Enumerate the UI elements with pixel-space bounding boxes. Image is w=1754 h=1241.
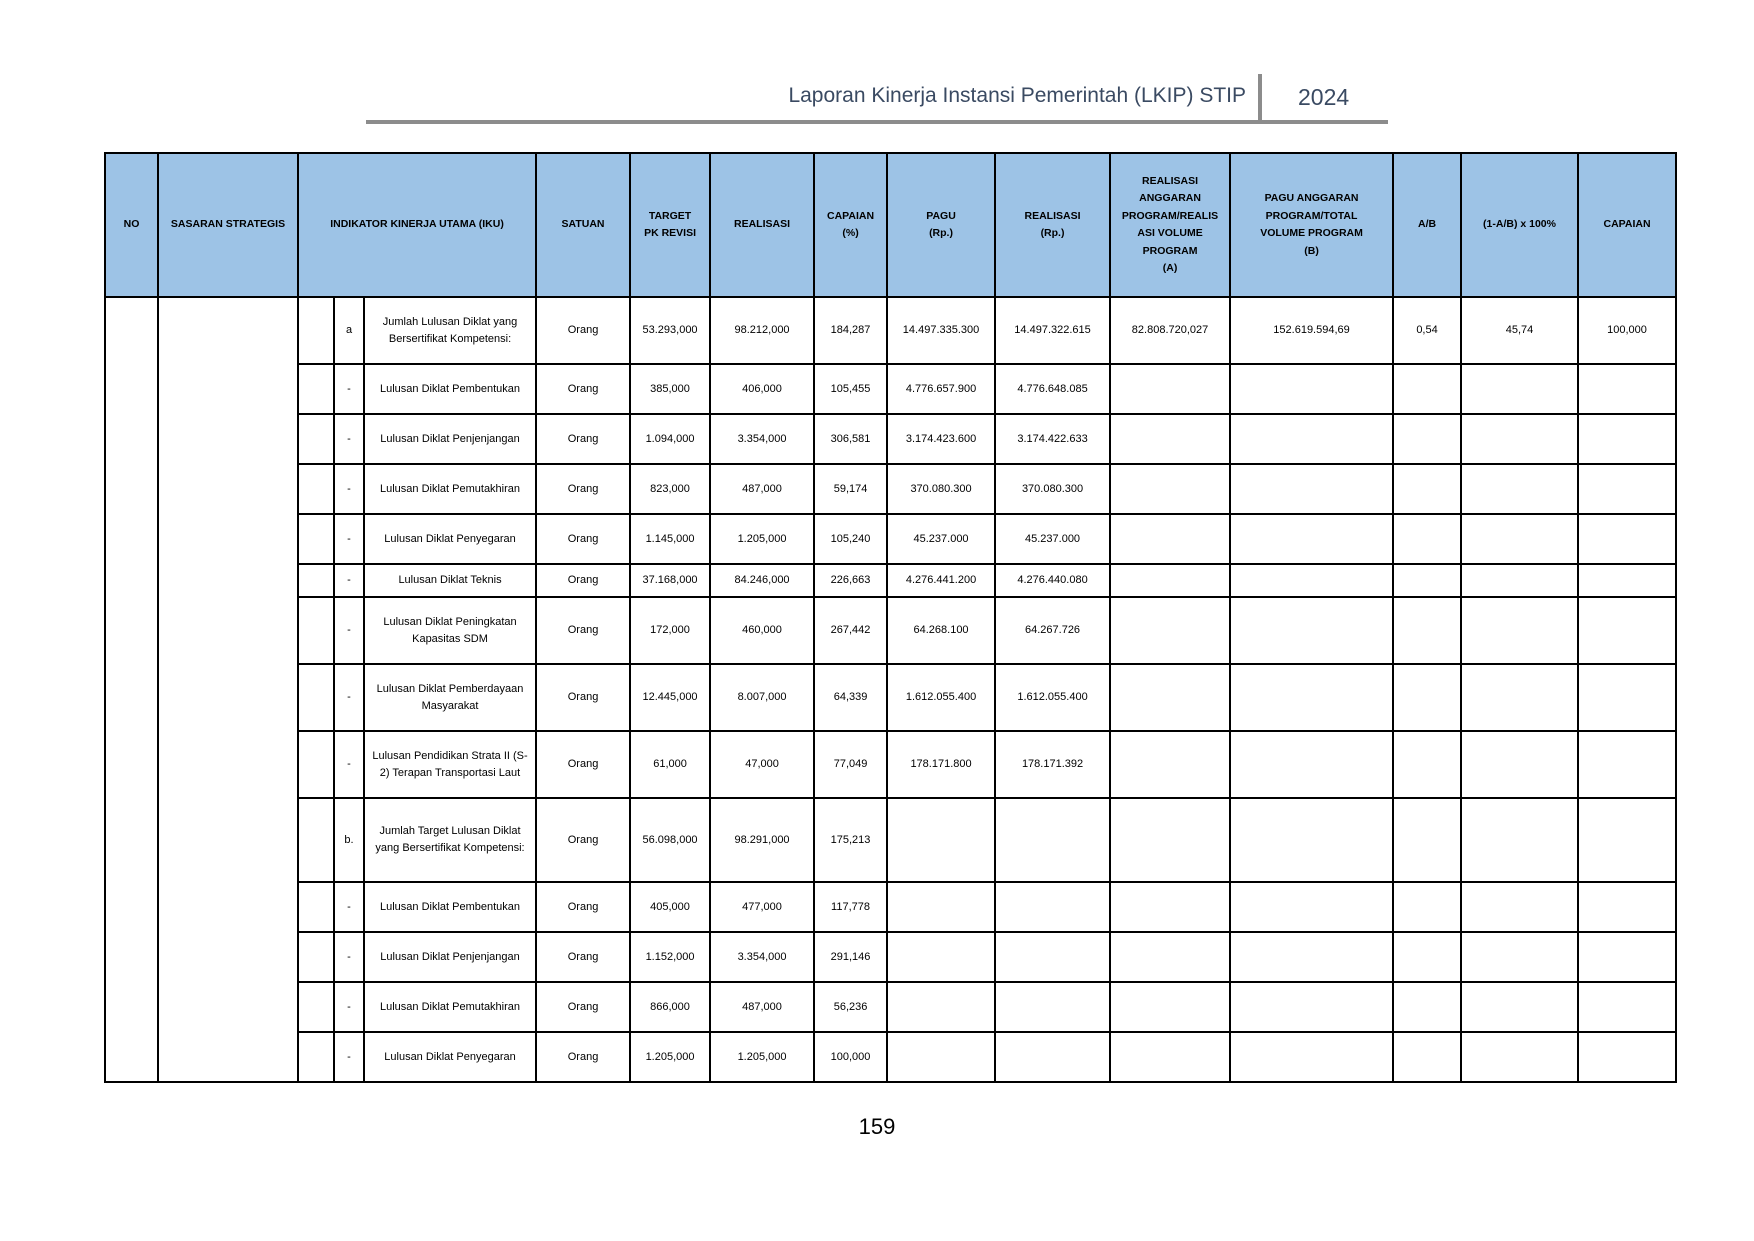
col-no: NO (105, 153, 158, 297)
cell-realisasi-rp: 370.080.300 (995, 464, 1110, 514)
cell-satuan: Orang (536, 882, 630, 932)
cell-satuan: Orang (536, 464, 630, 514)
indent-cell (298, 932, 334, 982)
cell-capaian-pct: 105,240 (814, 514, 887, 564)
cell-capaian (1578, 414, 1676, 464)
cell-satuan: Orang (536, 731, 630, 798)
cell-realisasi-anggaran (1110, 564, 1230, 597)
cell-target: 53.293,000 (630, 297, 710, 364)
col-iku: INDIKATOR KINERJA UTAMA (IKU) (298, 153, 536, 297)
cell-capaian-pct: 105,455 (814, 364, 887, 414)
row-marker: - (334, 664, 364, 731)
indicator-label: Lulusan Diklat Pembentukan (364, 364, 536, 414)
cell-capaian-pct: 184,287 (814, 297, 887, 364)
cell-no (105, 297, 158, 1082)
indicator-label: Lulusan Diklat Pemberdayaan Masyarakat (364, 664, 536, 731)
cell-pagu (887, 932, 995, 982)
cell-realisasi-anggaran (1110, 664, 1230, 731)
row-marker: - (334, 982, 364, 1032)
table-row (105, 798, 1676, 882)
table-row (105, 982, 1676, 1032)
row-marker: - (334, 364, 364, 414)
cell-satuan: Orang (536, 597, 630, 664)
cell-capaian (1578, 982, 1676, 1032)
row-marker: a (334, 297, 364, 364)
cell-pagu: 370.080.300 (887, 464, 995, 514)
indicator-label: Lulusan Diklat Penyegaran (364, 1032, 536, 1082)
cell-capaian (1578, 464, 1676, 514)
cell-pagu-anggaran (1230, 597, 1393, 664)
indicator-label: Lulusan Pendidikan Strata II (S-2) Terapan Transportasi Laut (364, 731, 536, 798)
cell-realisasi-rp: 3.174.422.633 (995, 414, 1110, 464)
cell-target: 1.152,000 (630, 932, 710, 982)
table-row (105, 297, 1676, 364)
col-formula: (1-A/B) x 100% (1461, 153, 1578, 297)
cell-realisasi-anggaran (1110, 731, 1230, 798)
row-marker: b. (334, 798, 364, 882)
cell-satuan: Orang (536, 414, 630, 464)
cell-realisasi-rp: 64.267.726 (995, 597, 1110, 664)
cell-pagu: 1.612.055.400 (887, 664, 995, 731)
cell-ab (1393, 664, 1461, 731)
cell-pagu-anggaran (1230, 514, 1393, 564)
col-pagu: PAGU (Rp.) (887, 153, 995, 297)
cell-target: 866,000 (630, 982, 710, 1032)
row-marker: - (334, 1032, 364, 1082)
cell-realisasi-rp: 14.497.322.615 (995, 297, 1110, 364)
cell-pagu: 4.776.657.900 (887, 364, 995, 414)
cell-realisasi: 98.291,000 (710, 798, 814, 882)
cell-realisasi: 3.354,000 (710, 932, 814, 982)
row-marker: - (334, 464, 364, 514)
cell-formula (1461, 364, 1578, 414)
cell-ab (1393, 597, 1461, 664)
cell-target: 12.445,000 (630, 664, 710, 731)
col-ab: A/B (1393, 153, 1461, 297)
cell-pagu-anggaran (1230, 982, 1393, 1032)
cell-ab (1393, 932, 1461, 982)
cell-satuan: Orang (536, 932, 630, 982)
cell-capaian-pct: 59,174 (814, 464, 887, 514)
cell-capaian (1578, 564, 1676, 597)
cell-formula (1461, 514, 1578, 564)
cell-capaian (1578, 514, 1676, 564)
cell-capaian (1578, 798, 1676, 882)
indent-cell (298, 414, 334, 464)
cell-realisasi-rp: 1.612.055.400 (995, 664, 1110, 731)
cell-realisasi-anggaran (1110, 597, 1230, 664)
cell-realisasi: 98.212,000 (710, 297, 814, 364)
indicator-label: Jumlah Target Lulusan Diklat yang Bersertifikat Kompetensi: (364, 798, 536, 882)
cell-capaian-pct: 100,000 (814, 1032, 887, 1082)
cell-pagu-anggaran (1230, 414, 1393, 464)
cell-satuan: Orang (536, 1032, 630, 1082)
cell-pagu-anggaran (1230, 1032, 1393, 1082)
cell-satuan: Orang (536, 364, 630, 414)
cell-target: 61,000 (630, 731, 710, 798)
indent-cell (298, 514, 334, 564)
indicator-label: Lulusan Diklat Pemutakhiran (364, 464, 536, 514)
cell-realisasi-rp: 178.171.392 (995, 731, 1110, 798)
cell-ab (1393, 731, 1461, 798)
cell-pagu-anggaran (1230, 364, 1393, 414)
cell-formula: 45,74 (1461, 297, 1578, 364)
cell-pagu (887, 798, 995, 882)
indicator-label: Lulusan Diklat Penyegaran (364, 514, 536, 564)
cell-ab: 0,54 (1393, 297, 1461, 364)
indent-cell (298, 798, 334, 882)
cell-pagu: 45.237.000 (887, 514, 995, 564)
cell-realisasi-rp: 45.237.000 (995, 514, 1110, 564)
row-marker: - (334, 514, 364, 564)
cell-satuan: Orang (536, 297, 630, 364)
cell-ab (1393, 414, 1461, 464)
row-marker: - (334, 414, 364, 464)
cell-capaian: 100,000 (1578, 297, 1676, 364)
table-row (105, 1032, 1676, 1082)
cell-realisasi: 3.354,000 (710, 414, 814, 464)
cell-formula (1461, 932, 1578, 982)
table-body (105, 297, 1676, 1082)
cell-ab (1393, 364, 1461, 414)
cell-capaian-pct: 64,339 (814, 664, 887, 731)
cell-pagu-anggaran: 152.619.594,69 (1230, 297, 1393, 364)
indent-cell (298, 982, 334, 1032)
cell-realisasi: 1.205,000 (710, 1032, 814, 1082)
cell-pagu: 14.497.335.300 (887, 297, 995, 364)
cell-ab (1393, 982, 1461, 1032)
cell-formula (1461, 664, 1578, 731)
cell-capaian-pct: 226,663 (814, 564, 887, 597)
cell-formula (1461, 731, 1578, 798)
cell-ab (1393, 1032, 1461, 1082)
cell-capaian-pct: 291,146 (814, 932, 887, 982)
cell-realisasi: 84.246,000 (710, 564, 814, 597)
cell-realisasi-anggaran (1110, 464, 1230, 514)
cell-realisasi-rp (995, 982, 1110, 1032)
cell-formula (1461, 882, 1578, 932)
indicator-label: Lulusan Diklat Pembentukan (364, 882, 536, 932)
indent-cell (298, 597, 334, 664)
cell-capaian (1578, 1032, 1676, 1082)
cell-ab (1393, 564, 1461, 597)
cell-capaian (1578, 597, 1676, 664)
cell-capaian-pct: 77,049 (814, 731, 887, 798)
header-divider (1258, 74, 1262, 122)
cell-realisasi: 487,000 (710, 982, 814, 1032)
cell-satuan: Orang (536, 982, 630, 1032)
cell-target: 56.098,000 (630, 798, 710, 882)
cell-sasaran (158, 297, 298, 1082)
cell-realisasi-anggaran (1110, 882, 1230, 932)
cell-ab (1393, 798, 1461, 882)
cell-realisasi-anggaran (1110, 1032, 1230, 1082)
cell-capaian (1578, 731, 1676, 798)
indent-cell (298, 464, 334, 514)
page-header (366, 74, 1388, 124)
header-row (105, 153, 1676, 297)
col-capaian-pct: CAPAIAN (%) (814, 153, 887, 297)
cell-formula (1461, 1032, 1578, 1082)
cell-pagu-anggaran (1230, 882, 1393, 932)
cell-realisasi-anggaran (1110, 364, 1230, 414)
cell-pagu: 4.276.441.200 (887, 564, 995, 597)
cell-satuan: Orang (536, 564, 630, 597)
col-realisasi-anggaran: REALISASI ANGGARAN PROGRAM/REALIS ASI VOLUME PROGRAM (A) (1110, 153, 1230, 297)
cell-realisasi: 1.205,000 (710, 514, 814, 564)
table-row (105, 414, 1676, 464)
table-row (105, 514, 1676, 564)
col-realisasi: REALISASI (710, 153, 814, 297)
cell-target: 1.145,000 (630, 514, 710, 564)
cell-capaian-pct: 306,581 (814, 414, 887, 464)
cell-realisasi: 477,000 (710, 882, 814, 932)
cell-satuan: Orang (536, 798, 630, 882)
cell-realisasi: 8.007,000 (710, 664, 814, 731)
row-marker: - (334, 564, 364, 597)
cell-realisasi-anggaran (1110, 514, 1230, 564)
cell-formula (1461, 414, 1578, 464)
cell-pagu: 64.268.100 (887, 597, 995, 664)
cell-realisasi-rp (995, 1032, 1110, 1082)
cell-realisasi: 487,000 (710, 464, 814, 514)
indent-cell (298, 1032, 334, 1082)
cell-capaian (1578, 882, 1676, 932)
indent-cell (298, 882, 334, 932)
col-capaian: CAPAIAN (1578, 153, 1676, 297)
indicator-label: Lulusan Diklat Pemutakhiran (364, 982, 536, 1032)
indicator-label: Jumlah Lulusan Diklat yang Bersertifikat Kompetensi: (364, 297, 536, 364)
report-title: Laporan Kinerja Instansi Pemerintah (LKIP) STIP (788, 84, 1246, 107)
cell-target: 1.094,000 (630, 414, 710, 464)
cell-pagu: 178.171.800 (887, 731, 995, 798)
table-row (105, 597, 1676, 664)
cell-pagu-anggaran (1230, 564, 1393, 597)
cell-ab (1393, 514, 1461, 564)
cell-formula (1461, 597, 1578, 664)
cell-pagu-anggaran (1230, 464, 1393, 514)
cell-pagu (887, 882, 995, 932)
row-marker: - (334, 932, 364, 982)
cell-realisasi-rp: 4.776.648.085 (995, 364, 1110, 414)
performance-table (104, 152, 1677, 1083)
table-row (105, 564, 1676, 597)
cell-capaian-pct: 267,442 (814, 597, 887, 664)
table-row (105, 932, 1676, 982)
indent-cell (298, 731, 334, 798)
cell-realisasi-anggaran (1110, 932, 1230, 982)
cell-capaian (1578, 932, 1676, 982)
indent-cell (298, 297, 334, 364)
table-row (105, 364, 1676, 414)
cell-realisasi: 460,000 (710, 597, 814, 664)
cell-realisasi-rp (995, 882, 1110, 932)
cell-pagu-anggaran (1230, 664, 1393, 731)
cell-capaian (1578, 664, 1676, 731)
cell-capaian-pct: 117,778 (814, 882, 887, 932)
cell-satuan: Orang (536, 664, 630, 731)
cell-capaian (1578, 364, 1676, 414)
cell-pagu (887, 1032, 995, 1082)
indent-cell (298, 564, 334, 597)
cell-realisasi-anggaran (1110, 982, 1230, 1032)
table-row (105, 731, 1676, 798)
cell-ab (1393, 882, 1461, 932)
cell-realisasi: 47,000 (710, 731, 814, 798)
cell-realisasi-anggaran (1110, 798, 1230, 882)
cell-realisasi-anggaran (1110, 414, 1230, 464)
cell-realisasi-rp (995, 798, 1110, 882)
indent-cell (298, 364, 334, 414)
cell-pagu: 3.174.423.600 (887, 414, 995, 464)
cell-target: 1.205,000 (630, 1032, 710, 1082)
table-row (105, 882, 1676, 932)
cell-capaian-pct: 175,213 (814, 798, 887, 882)
table-row (105, 664, 1676, 731)
cell-realisasi-rp: 4.276.440.080 (995, 564, 1110, 597)
cell-pagu-anggaran (1230, 731, 1393, 798)
col-target: TARGET PK REVISI (630, 153, 710, 297)
row-marker: - (334, 597, 364, 664)
indicator-label: Lulusan Diklat Penjenjangan (364, 414, 536, 464)
cell-formula (1461, 982, 1578, 1032)
indicator-label: Lulusan Diklat Penjenjangan (364, 932, 536, 982)
cell-realisasi-rp (995, 932, 1110, 982)
cell-ab (1393, 464, 1461, 514)
row-marker: - (334, 731, 364, 798)
row-marker: - (334, 882, 364, 932)
cell-formula (1461, 798, 1578, 882)
cell-target: 37.168,000 (630, 564, 710, 597)
col-sasaran: SASARAN STRATEGIS (158, 153, 298, 297)
cell-target: 172,000 (630, 597, 710, 664)
cell-pagu (887, 982, 995, 1032)
indent-cell (298, 664, 334, 731)
cell-formula (1461, 564, 1578, 597)
col-pagu-anggaran: PAGU ANGGARAN PROGRAM/TOTAL VOLUME PROGRAM (B) (1230, 153, 1393, 297)
cell-satuan: Orang (536, 514, 630, 564)
cell-realisasi-anggaran: 82.808.720,027 (1110, 297, 1230, 364)
indicator-label: Lulusan Diklat Peningkatan Kapasitas SDM (364, 597, 536, 664)
indicator-label: Lulusan Diklat Teknis (364, 564, 536, 597)
report-year: 2024 (1298, 84, 1350, 110)
page-number: 159 (858, 1114, 896, 1139)
cell-target: 385,000 (630, 364, 710, 414)
header-rule (366, 120, 1388, 124)
cell-capaian-pct: 56,236 (814, 982, 887, 1032)
cell-target: 823,000 (630, 464, 710, 514)
col-realisasi-rp: REALISASI (Rp.) (995, 153, 1110, 297)
cell-pagu-anggaran (1230, 932, 1393, 982)
table-row (105, 464, 1676, 514)
cell-formula (1461, 464, 1578, 514)
cell-target: 405,000 (630, 882, 710, 932)
cell-realisasi: 406,000 (710, 364, 814, 414)
col-satuan: SATUAN (536, 153, 630, 297)
cell-pagu-anggaran (1230, 798, 1393, 882)
